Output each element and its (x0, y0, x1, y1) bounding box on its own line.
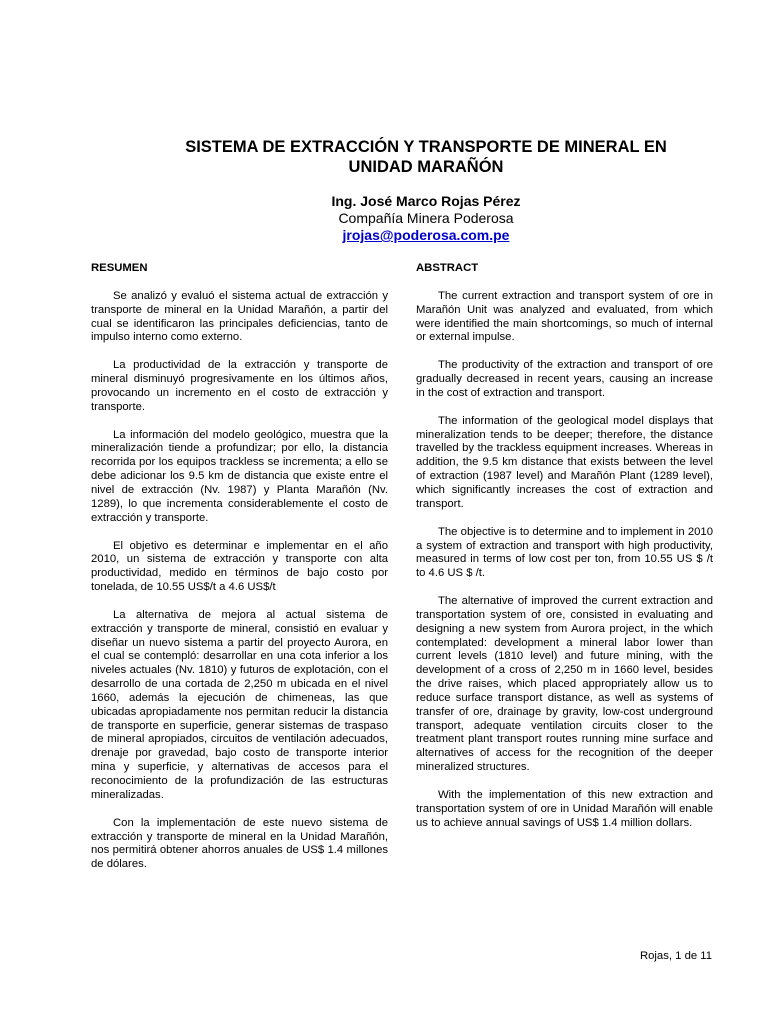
resumen-paragraph: El objetivo es determinar e implementar en el año 2010, un sistema de extracción y transporte con alta productividad, medido en términos de bajo costo por tonelada, de 10.55 US$/t a 4.6 US$/t (91, 539, 388, 594)
author-company: Compañía Minera Poderosa (338, 210, 514, 226)
abstract-paragraph: The information of the geological model displays that mineralization tends to be deeper; therefore, the distance travelled by the trackless equipment increases. Whereas in addition, the 9.5 km distance that exists between the level of extraction (1987 level) and Marañón Plant (1289 level), which significantly increases the cost of extraction and transport. (416, 414, 713, 510)
title-line-2: UNIDAD MARAÑÓN (348, 158, 504, 176)
resumen-paragraph: Se analizó y evaluó el sistema actual de extracción y transporte de mineral en la Unidad Marañón, a partir del cual se identificaron las principales deficiencias, tanto de impulso interno como externo. (91, 289, 388, 344)
abstract-paragraph: The productivity of the extraction and transport of ore gradually decreased in recent years, causing an increase in the cost of extraction and transport. (416, 359, 713, 399)
author-email-link[interactable]: jrojas@poderosa.com.pe (342, 227, 510, 243)
abstract-paragraph: The current extraction and transport system of ore in Marañón Unit was analyzed and evaluated, from which were identified the main shortcomings, so much of internal or external impulse. (416, 289, 713, 344)
author-name: Ing. José Marco Rojas Pérez (331, 193, 521, 209)
page-number: Rojas, 1 de 11 (639, 950, 712, 962)
abstract-paragraph: With the implementation of this new extraction and transportation system of ore in Unidad Marañón will enable us to achieve annual savings of US$ 1.4 million dollars. (416, 789, 713, 829)
abstract-heading: ABSTRACT (416, 262, 479, 274)
resumen-paragraph: Con la implementación de este nuevo sistema de extracción y transporte de mineral en la Unidad Marañón, nos permitirá obtener ahorros anuales de US$ 1.4 millones de dólares. (91, 816, 388, 871)
abstract-paragraph: The objective is to determine and to implement in 2010 a system of extraction and transport with high productivity, measured in terms of low cost per ton, from 10.55 US $ /t to 4.6 US $ /t. (416, 525, 713, 580)
abstract-paragraph: The alternative of improved the current extraction and transportation system of ore, consisted in evaluating and designing a new system from Aurora project, in the which contemplated: development a mineral labor lower than current levels (1810 level) and future mining, with the development of a cross of 2,250 m in 1660 level, besides the drive raises, which placed appropriately allow us to reduce surface transport distance, as well as systems of transfer of ore, drainage by gravity, low-cost underground transport, adequate ventilation circuits closer to the treatment plant transport routes running mine surface and alternatives of access for the recognition of the deeper mineralized structures. (416, 595, 713, 774)
resumen-paragraph: La alternativa de mejora al actual sistema de extracción y transporte de mineral, consistió en evaluar y diseñar un nuevo sistema a partir del proyecto Aurora, en el cual se contempló: desarrollar en una cota inferior a los niveles actuales (Nv. 1810) y futuros de explotación, con el desarrollo de una cortada de 2,250 m ubicada en el nivel 1660, además la ejecución de chimeneas, las que ubicadas apropiadamente nos permitan reducir la distancia de transporte en superficie, generar sistemas de traspaso de mineral apropiados, circuitos de ventilación adecuados, drenaje por gravedad, bajo costo de transporte interior mina y superficie, y alternativas de accesos para el reconocimiento de la profundización de las estructuras mineralizadas. (91, 608, 388, 801)
abstract-column (416, 262, 713, 845)
resumen-column (91, 262, 388, 886)
title-line-1: SISTEMA DE EXTRACCIÓN Y TRANSPORTE DE MINERAL EN (185, 138, 667, 156)
author-block (120, 193, 732, 244)
resumen-paragraph: La información del modelo geológico, muestra que la mineralización tiende a profundizar; por ello, la distancia recorrida por los equipos trackless se incrementa; a ello se debe adicionar los 9.5 km de distancia que existe entre el nivel de extracción (Nv. 1987) y Planta Marañón (Nv. 1289), lo que incrementa considerablemente el costo de extracción y transporte. (91, 428, 388, 524)
resumen-heading: RESUMEN (91, 262, 148, 274)
paper-title (120, 137, 732, 177)
resumen-paragraph: La productividad de la extracción y transporte de mineral disminuyó progresivamente en los últimos años, provocando un incremento en el costo de extracción y transporte. (91, 359, 388, 413)
